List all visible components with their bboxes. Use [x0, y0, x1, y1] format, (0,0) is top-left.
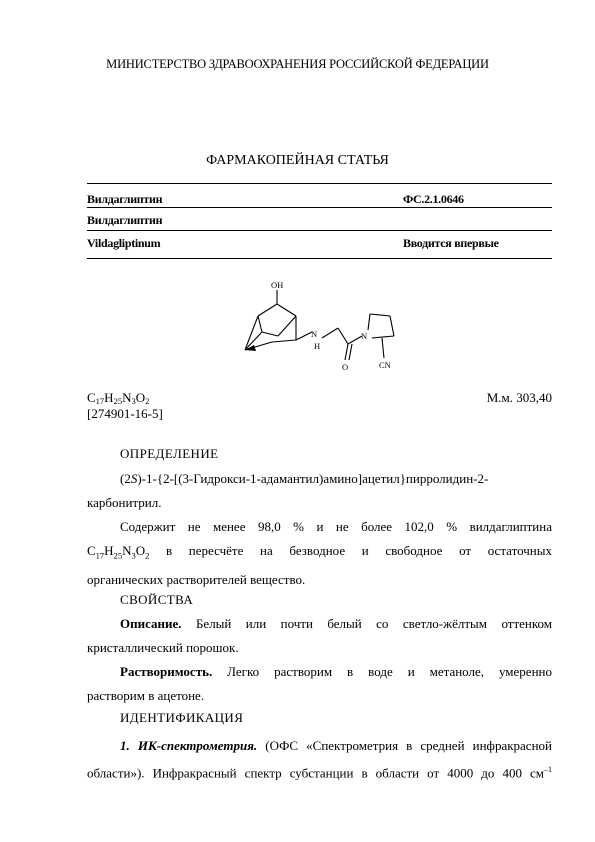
section-properties: СВОЙСТВА — [120, 592, 194, 607]
nitrile-label: CN — [379, 360, 391, 370]
cas-number: [274901-16-5] — [87, 406, 163, 421]
ministry-heading: МИНИСТЕРСТВО ЗДРАВООХРАНЕНИЯ РОССИЙСКОЙ ФЕДЕРАЦИИ — [106, 57, 489, 71]
divider — [87, 207, 552, 208]
solubility-paragraph: Растворимость. Легко растворим в воде и метаноле, умеренно растворим в ацетоне. — [87, 664, 552, 703]
section-definition: ОПРЕДЕЛЕНИЕ — [120, 446, 219, 461]
divider — [87, 183, 552, 184]
amine-n-label: N — [311, 329, 318, 339]
monograph-status: Вводится впервые — [403, 236, 499, 250]
section-identification: ИДЕНТИФИКАЦИЯ — [120, 710, 244, 725]
monograph-name-ru-alt: Вилдаглиптин — [87, 213, 163, 227]
molecular-formula: $C_{17}H_{25}N_3O_2$ — [87, 390, 150, 406]
structural-formula — [232, 278, 412, 374]
carbonyl-o-label: O — [342, 362, 349, 372]
oh-label: OH — [271, 280, 284, 290]
ir-paragraph: 1. ИК-спектрометрия. (ОФС «Спектрометрия в средней инфракрасной области»). Инфракрасный спектр субстанции в области от 4000 до 400 $см^{-1}$ — [87, 738, 552, 781]
content-paragraph: Содержит не менее 98,0 % и не более 102,0 % вилдаглиптина $C_{17}H_{25}N_3O_2$ в пересчёте на безводное и свободное от остаточных органических растворителей вещество. — [87, 519, 552, 587]
ring-n-label: N — [361, 331, 368, 341]
monograph-name-ru: Вилдаглиптин — [87, 192, 163, 206]
divider — [87, 230, 552, 231]
molecular-mass: М.м. 303,40 — [486, 390, 552, 405]
definition-paragraph: (2S)-1-{2-[(3-Гидрокси-1-адамантил)амино]ацетил}пирролидин-2- карбонитрил. — [87, 471, 489, 510]
monograph-code: ФС.2.1.0646 — [403, 192, 464, 206]
amine-h-label: H — [314, 341, 321, 351]
description-paragraph: Описание. Белый или почти белый со светло-жёлтым оттенком кристаллический порошок. — [87, 616, 552, 655]
document-title: ФАРМАКОПЕЙНАЯ СТАТЬЯ — [206, 153, 389, 168]
divider — [87, 258, 552, 259]
monograph-name-latin: Vildagliptinum — [87, 236, 161, 250]
